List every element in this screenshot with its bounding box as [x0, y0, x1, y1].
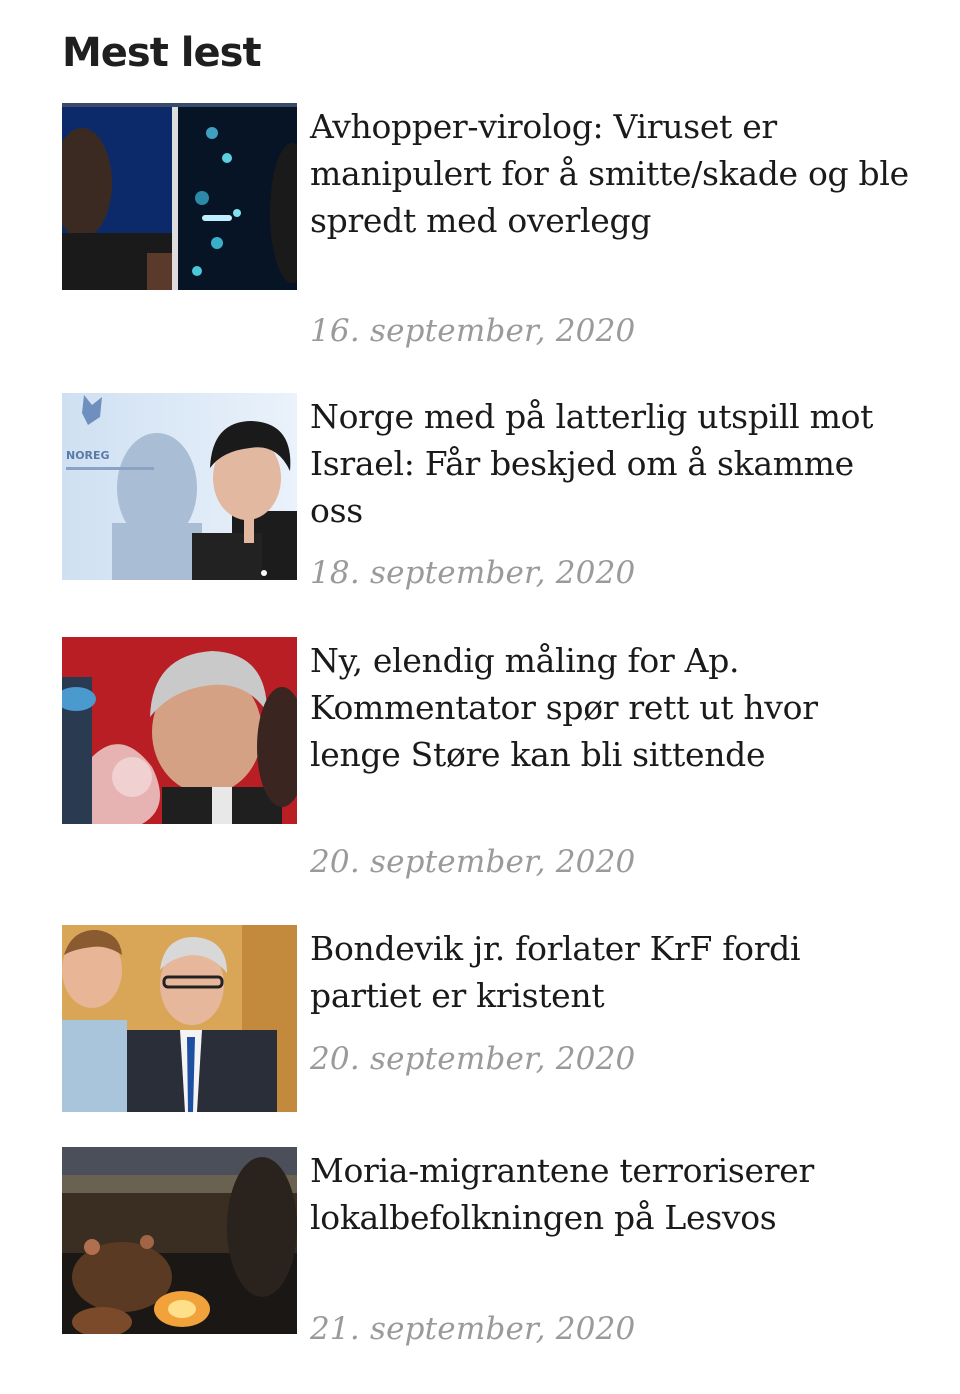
article-item[interactable]	[62, 103, 922, 353]
article-thumbnail[interactable]	[62, 925, 297, 1112]
article-thumbnail[interactable]	[62, 1147, 297, 1334]
article-headline[interactable]: Moria-migrantene terroriserer lokalbefolkningen på Lesvos	[310, 1151, 814, 1237]
article-thumbnail[interactable]	[62, 103, 297, 290]
widget-title: Mest lest	[62, 30, 261, 76]
article-headline[interactable]: Norge med på latterlig utspill mot Israel: Får beskjed om å skamme oss	[310, 397, 874, 530]
article-headline[interactable]: Bondevik jr. forlater KrF fordi partiet er kristent	[310, 929, 801, 1015]
article-date: 20. september, 2020	[310, 844, 636, 880]
article-item[interactable]	[62, 1147, 922, 1357]
article-date: 20. september, 2020	[310, 1041, 636, 1077]
article-item[interactable]	[62, 925, 922, 1085]
article-item[interactable]	[62, 637, 922, 887]
article-date: 21. september, 2020	[310, 1311, 636, 1347]
article-thumbnail[interactable]	[62, 637, 297, 824]
article-thumbnail[interactable]	[62, 393, 297, 580]
image-sign-text: NOREG	[66, 449, 110, 462]
article-date: 18. september, 2020	[310, 555, 636, 591]
article-headline[interactable]: Ny, elendig måling for Ap. Kommentator spør rett ut hvor lenge Støre kan bli sittende	[310, 641, 818, 774]
article-item[interactable]	[62, 393, 922, 593]
article-headline[interactable]: Avhopper-virolog: Viruset er manipulert for å smitte/skade og ble spredt med overlegg	[310, 107, 909, 240]
article-date: 16. september, 2020	[310, 313, 636, 349]
